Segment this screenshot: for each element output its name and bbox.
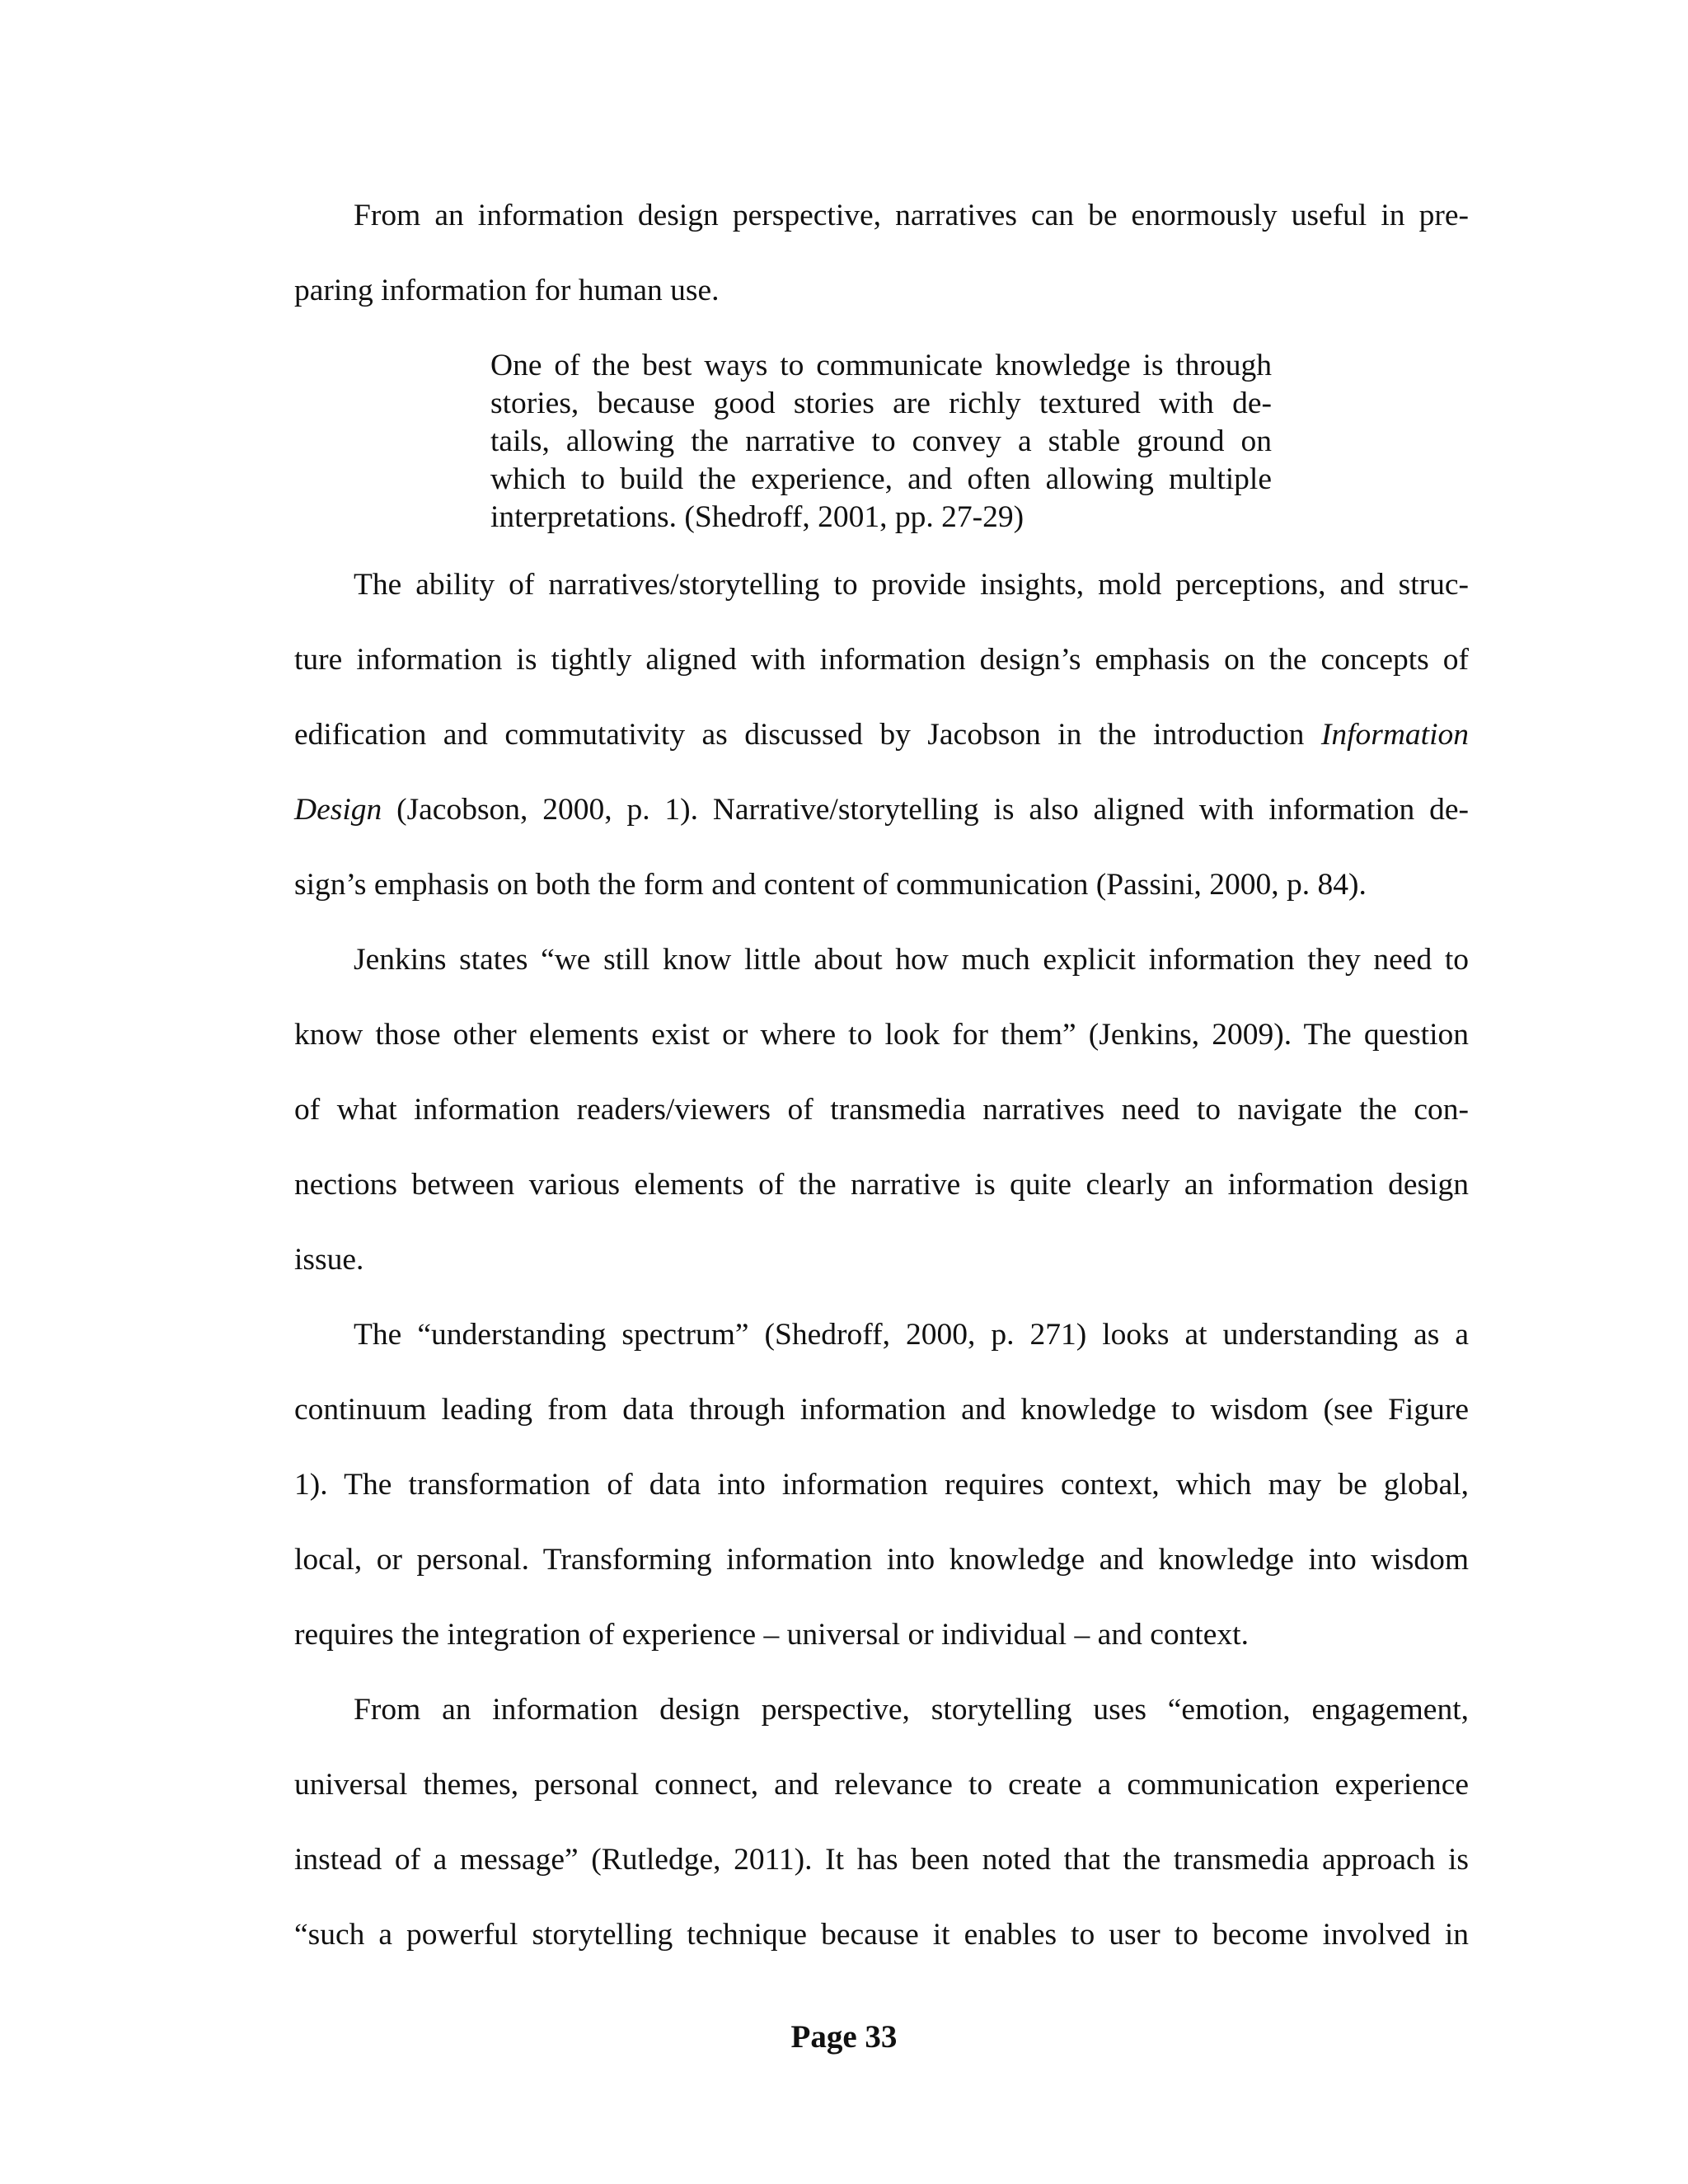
quote-line: One of the best ways to communicate knowledge is through [490, 349, 1272, 382]
text-line: instead of a message” (Rutledge, 2011). It has been noted that the transmedia approach is [294, 1843, 1469, 1877]
text-line: The “understanding spectrum” (Shedroff, 2000, p. 271) looks at understanding as a [354, 1318, 1469, 1352]
text-line: From an information design perspective, storytelling uses “emotion, engagement, [354, 1693, 1469, 1727]
text-line: nections between various elements of the narrative is quite clearly an information design [294, 1168, 1469, 1202]
text-line: continuum leading from data through information and knowledge to wisdom (see Figure [294, 1393, 1469, 1427]
text-line: of what information readers/viewers of transmedia narratives need to navigate the con- [294, 1093, 1469, 1127]
text-line: local, or personal. Transforming information into knowledge and knowledge into wisdom [294, 1543, 1469, 1577]
text-run: edification and commutativity as discussed by Jacobson in the introduction [294, 718, 1305, 752]
text-line: ture information is tightly aligned with information design’s emphasis on the concepts of [294, 643, 1469, 677]
text-line: From an information design perspective, narratives can be enormously useful in pre- [354, 199, 1469, 232]
quote-line: tails, allowing the narrative to convey a stable ground on [490, 424, 1272, 458]
text-line: sign’s emphasis on both the form and content of communication (Passini, 2000, p. 84). [294, 868, 1367, 902]
text-line: know those other elements exist or where to look for them” (Jenkins, 2009). The question [294, 1018, 1469, 1052]
text-line: requires the integration of experience – universal or individual – and context. [294, 1618, 1249, 1652]
text-run: (Jacobson, 2000, p. 1). Narrative/storytelling is also aligned with information de- [396, 793, 1470, 827]
text-line: 1). The transformation of data into information requires context, which may be global, [294, 1468, 1469, 1502]
text-line: universal themes, personal connect, and relevance to create a communication experience [294, 1768, 1469, 1802]
page-number: Page 33 [790, 2019, 898, 2055]
quote-line: which to build the experience, and often allowing multiple [490, 462, 1272, 496]
text-line: issue. [294, 1243, 364, 1277]
text-line: Jenkins states “we still know little about how much explicit information they need to [354, 943, 1469, 977]
quote-line: interpretations. (Shedroff, 2001, pp. 27-29) [490, 500, 1025, 534]
book-title-italic: Information [1320, 718, 1469, 752]
quote-line: stories, because good stories are richly textured with de- [490, 387, 1272, 420]
text-line [294, 790, 1469, 830]
text-line: The ability of narratives/storytelling to provide insights, mold perceptions, and struc- [354, 568, 1469, 602]
text-line: paring information for human use. [294, 274, 720, 307]
text-line [294, 715, 1469, 755]
book-title-italic: Design [294, 793, 382, 827]
text-line: “such a powerful storytelling technique because it enables to user to become involved in [294, 1918, 1469, 1952]
